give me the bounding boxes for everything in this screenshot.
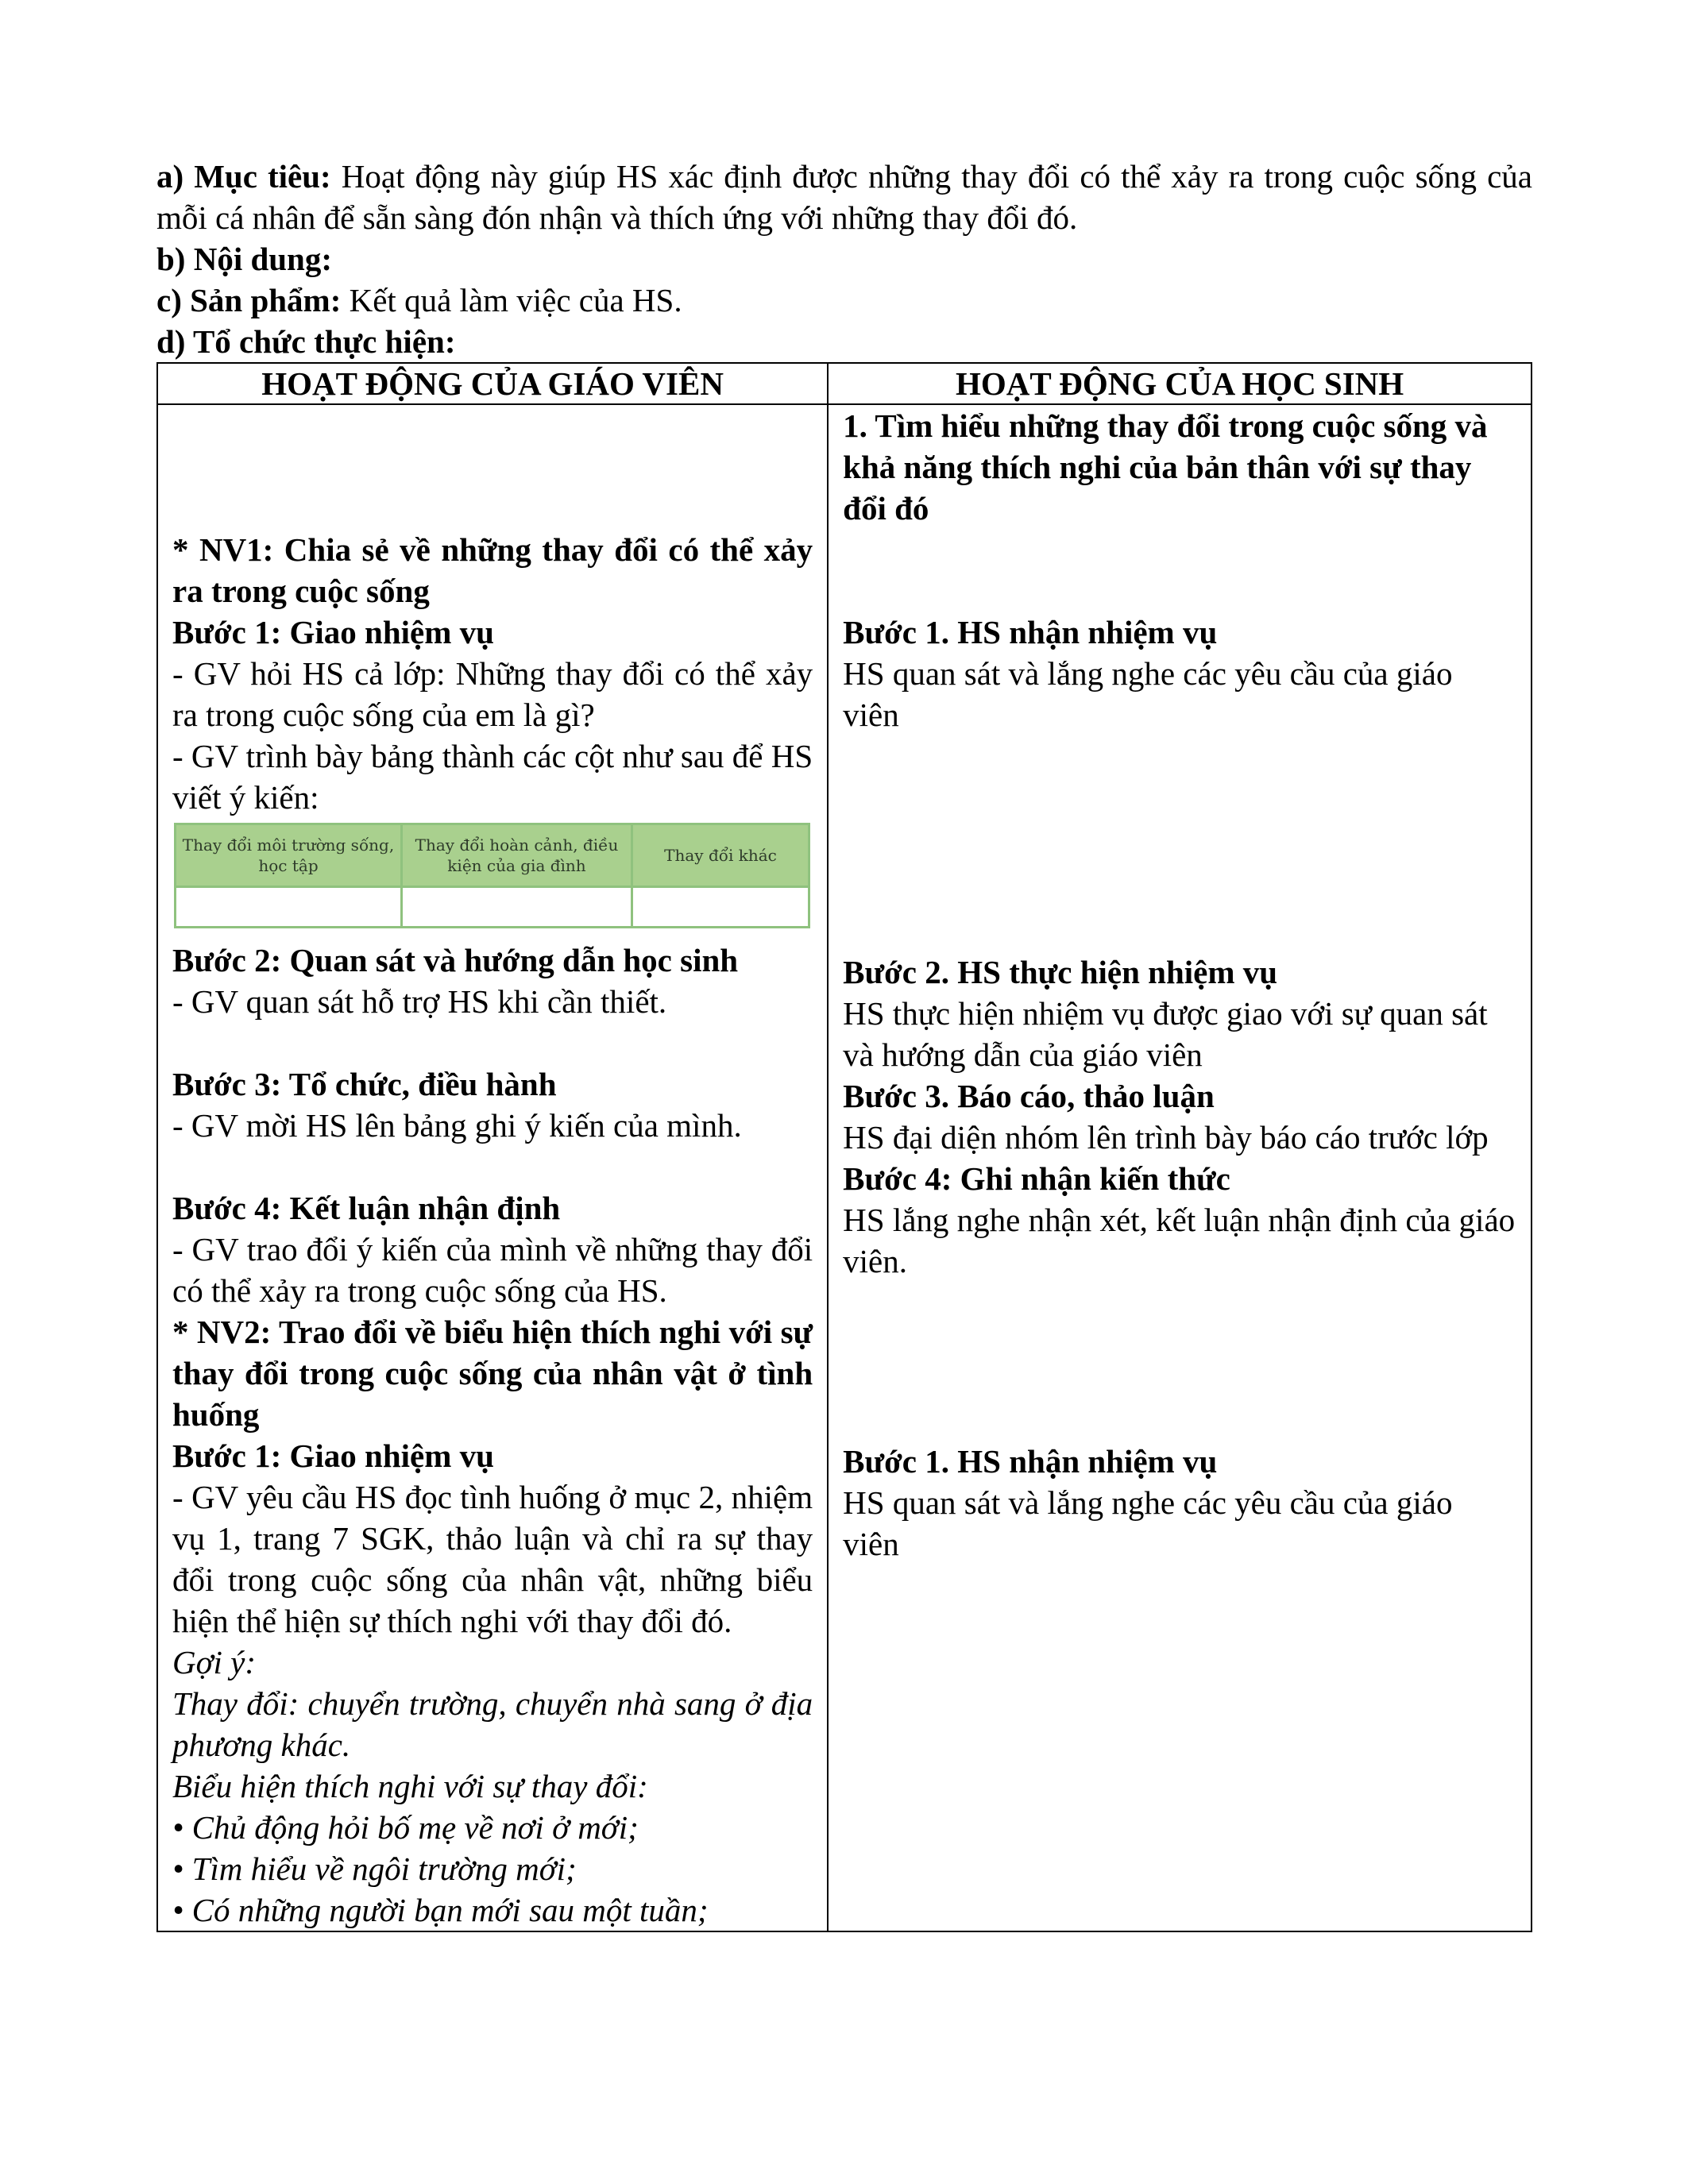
objective-paragraph xyxy=(156,156,1532,238)
student-step2-title: Bước 2. HS thực hiện nhiệm vụ xyxy=(843,954,1278,990)
task1-step1-line2: - GV trình bày bảng thành các cột như sau để HS viết ý kiến: xyxy=(172,738,813,816)
organization-label: d) Tổ chức thực hiện: xyxy=(156,323,456,360)
opinion-columns-table xyxy=(174,823,810,928)
student-step3-text: HS đại diện nhóm lên trình bày báo cáo trước lớp xyxy=(843,1119,1489,1156)
hint-adapt: Biểu hiện thích nghi với sự thay đổi: xyxy=(172,1768,648,1804)
product-label: c) Sản phẩm: xyxy=(156,282,342,318)
opinion-cell-empty xyxy=(402,887,632,928)
task1-step1-title: Bước 1: Giao nhiệm vụ xyxy=(172,614,494,650)
hint-item: • Tìm hiểu về ngôi trường mới; xyxy=(172,1850,577,1887)
hint-item: • Chủ động hỏi bố mẹ về nơi ở mới; xyxy=(172,1809,639,1846)
activity-table xyxy=(156,362,1532,1932)
task1-step1-line1: - GV hỏi HS cả lớp: Những thay đổi có thể xảy ra trong cuộc sống của em là gì? xyxy=(172,655,813,733)
student-step1-title: Bước 1. HS nhận nhiệm vụ xyxy=(843,614,1218,650)
document-page xyxy=(156,156,1532,1932)
student-step3-title: Bước 3. Báo cáo, thảo luận xyxy=(843,1078,1215,1114)
header-teacher: HOẠT ĐỘNG CỦA GIÁO VIÊN xyxy=(157,363,828,404)
opinion-col-family: Thay đổi hoàn cảnh, điều kiện của gia đình xyxy=(402,824,632,887)
student-column xyxy=(828,404,1532,1931)
organization-paragraph xyxy=(156,321,1532,362)
activity-table-row xyxy=(157,404,1532,1931)
task1-step4-line: - GV trao đổi ý kiến của mình về những thay đổi có thể xảy ra trong cuộc sống của HS. xyxy=(172,1231,813,1309)
task2-title: * NV2: Trao đổi về biểu hiện thích nghi với sự thay đổi trong cuộc sống của nhân vật ở tình huống xyxy=(172,1314,813,1433)
opinion-columns-figure xyxy=(174,823,813,928)
objective-label: a) Mục tiêu: xyxy=(156,158,331,195)
task1-step2-title: Bước 2: Quan sát và hướng dẫn học sinh xyxy=(172,942,739,978)
task2-step1-line: - GV yêu cầu HS đọc tình huống ở mục 2, nhiệm vụ 1, trang 7 SGK, thảo luận và chỉ ra sự thay đổi trong cuộc sống của nhân vật, những biểu hiện thể hiện sự thích nghi với thay đổi đó. xyxy=(172,1479,813,1639)
product-paragraph xyxy=(156,280,1532,321)
content-label: b) Nội dung: xyxy=(156,241,333,277)
task1-step3-line: - GV mời HS lên bảng ghi ý kiến của mình. xyxy=(172,1107,742,1144)
activity-table-header xyxy=(157,363,1532,404)
opinion-cell-empty xyxy=(632,887,809,928)
student-step2-text: HS thực hiện nhiệm vụ được giao với sự quan sát và hướng dẫn của giáo viên xyxy=(843,995,1488,1073)
opinion-col-other: Thay đổi khác xyxy=(632,824,809,887)
product-text: Kết quả làm việc của HS. xyxy=(341,282,682,318)
task1-step4-title: Bước 4: Kết luận nhận định xyxy=(172,1190,561,1226)
content-paragraph xyxy=(156,238,1532,280)
hint-label: Gợi ý: xyxy=(172,1644,256,1680)
task1-step2-line: - GV quan sát hỗ trợ HS khi cần thiết. xyxy=(172,983,667,1020)
student-task2-step1-text: HS quan sát và lắng nghe các yêu cầu của giáo viên xyxy=(843,1484,1453,1562)
teacher-column xyxy=(157,404,828,1931)
task2-step1-title: Bước 1: Giao nhiệm vụ xyxy=(172,1437,494,1474)
hint-item: • Có những người bạn mới sau một tuần; xyxy=(172,1892,709,1928)
task1-title: * NV1: Chia sẻ về những thay đổi có thể xảy ra trong cuộc sống xyxy=(172,531,813,609)
student-step4-title: Bước 4: Ghi nhận kiến thức xyxy=(843,1160,1230,1197)
opinion-col-environment: Thay đổi môi trường sống, học tập xyxy=(176,824,402,887)
header-student: HOẠT ĐỘNG CỦA HỌC SINH xyxy=(828,363,1532,404)
objective-text: Hoạt động này giúp HS xác định được những thay đổi có thể xảy ra trong cuộc sống của mỗi cá nhân để sẵn sàng đón nhận và thích ứng với những thay đổi đó. xyxy=(156,158,1532,236)
student-step1-text: HS quan sát và lắng nghe các yêu cầu của giáo viên xyxy=(843,655,1453,733)
student-task2-step1-title: Bước 1. HS nhận nhiệm vụ xyxy=(843,1443,1218,1480)
student-step4-text: HS lắng nghe nhận xét, kết luận nhận định của giáo viên. xyxy=(843,1202,1516,1279)
opinion-cell-empty xyxy=(176,887,402,928)
task1-step3-title: Bước 3: Tổ chức, điều hành xyxy=(172,1066,557,1102)
hint-change: Thay đổi: chuyển trường, chuyển nhà sang ở địa phương khác. xyxy=(172,1685,813,1763)
student-section-title: 1. Tìm hiểu những thay đổi trong cuộc sống và khả năng thích nghi của bản thân với sự thay đổi đó xyxy=(843,407,1488,527)
